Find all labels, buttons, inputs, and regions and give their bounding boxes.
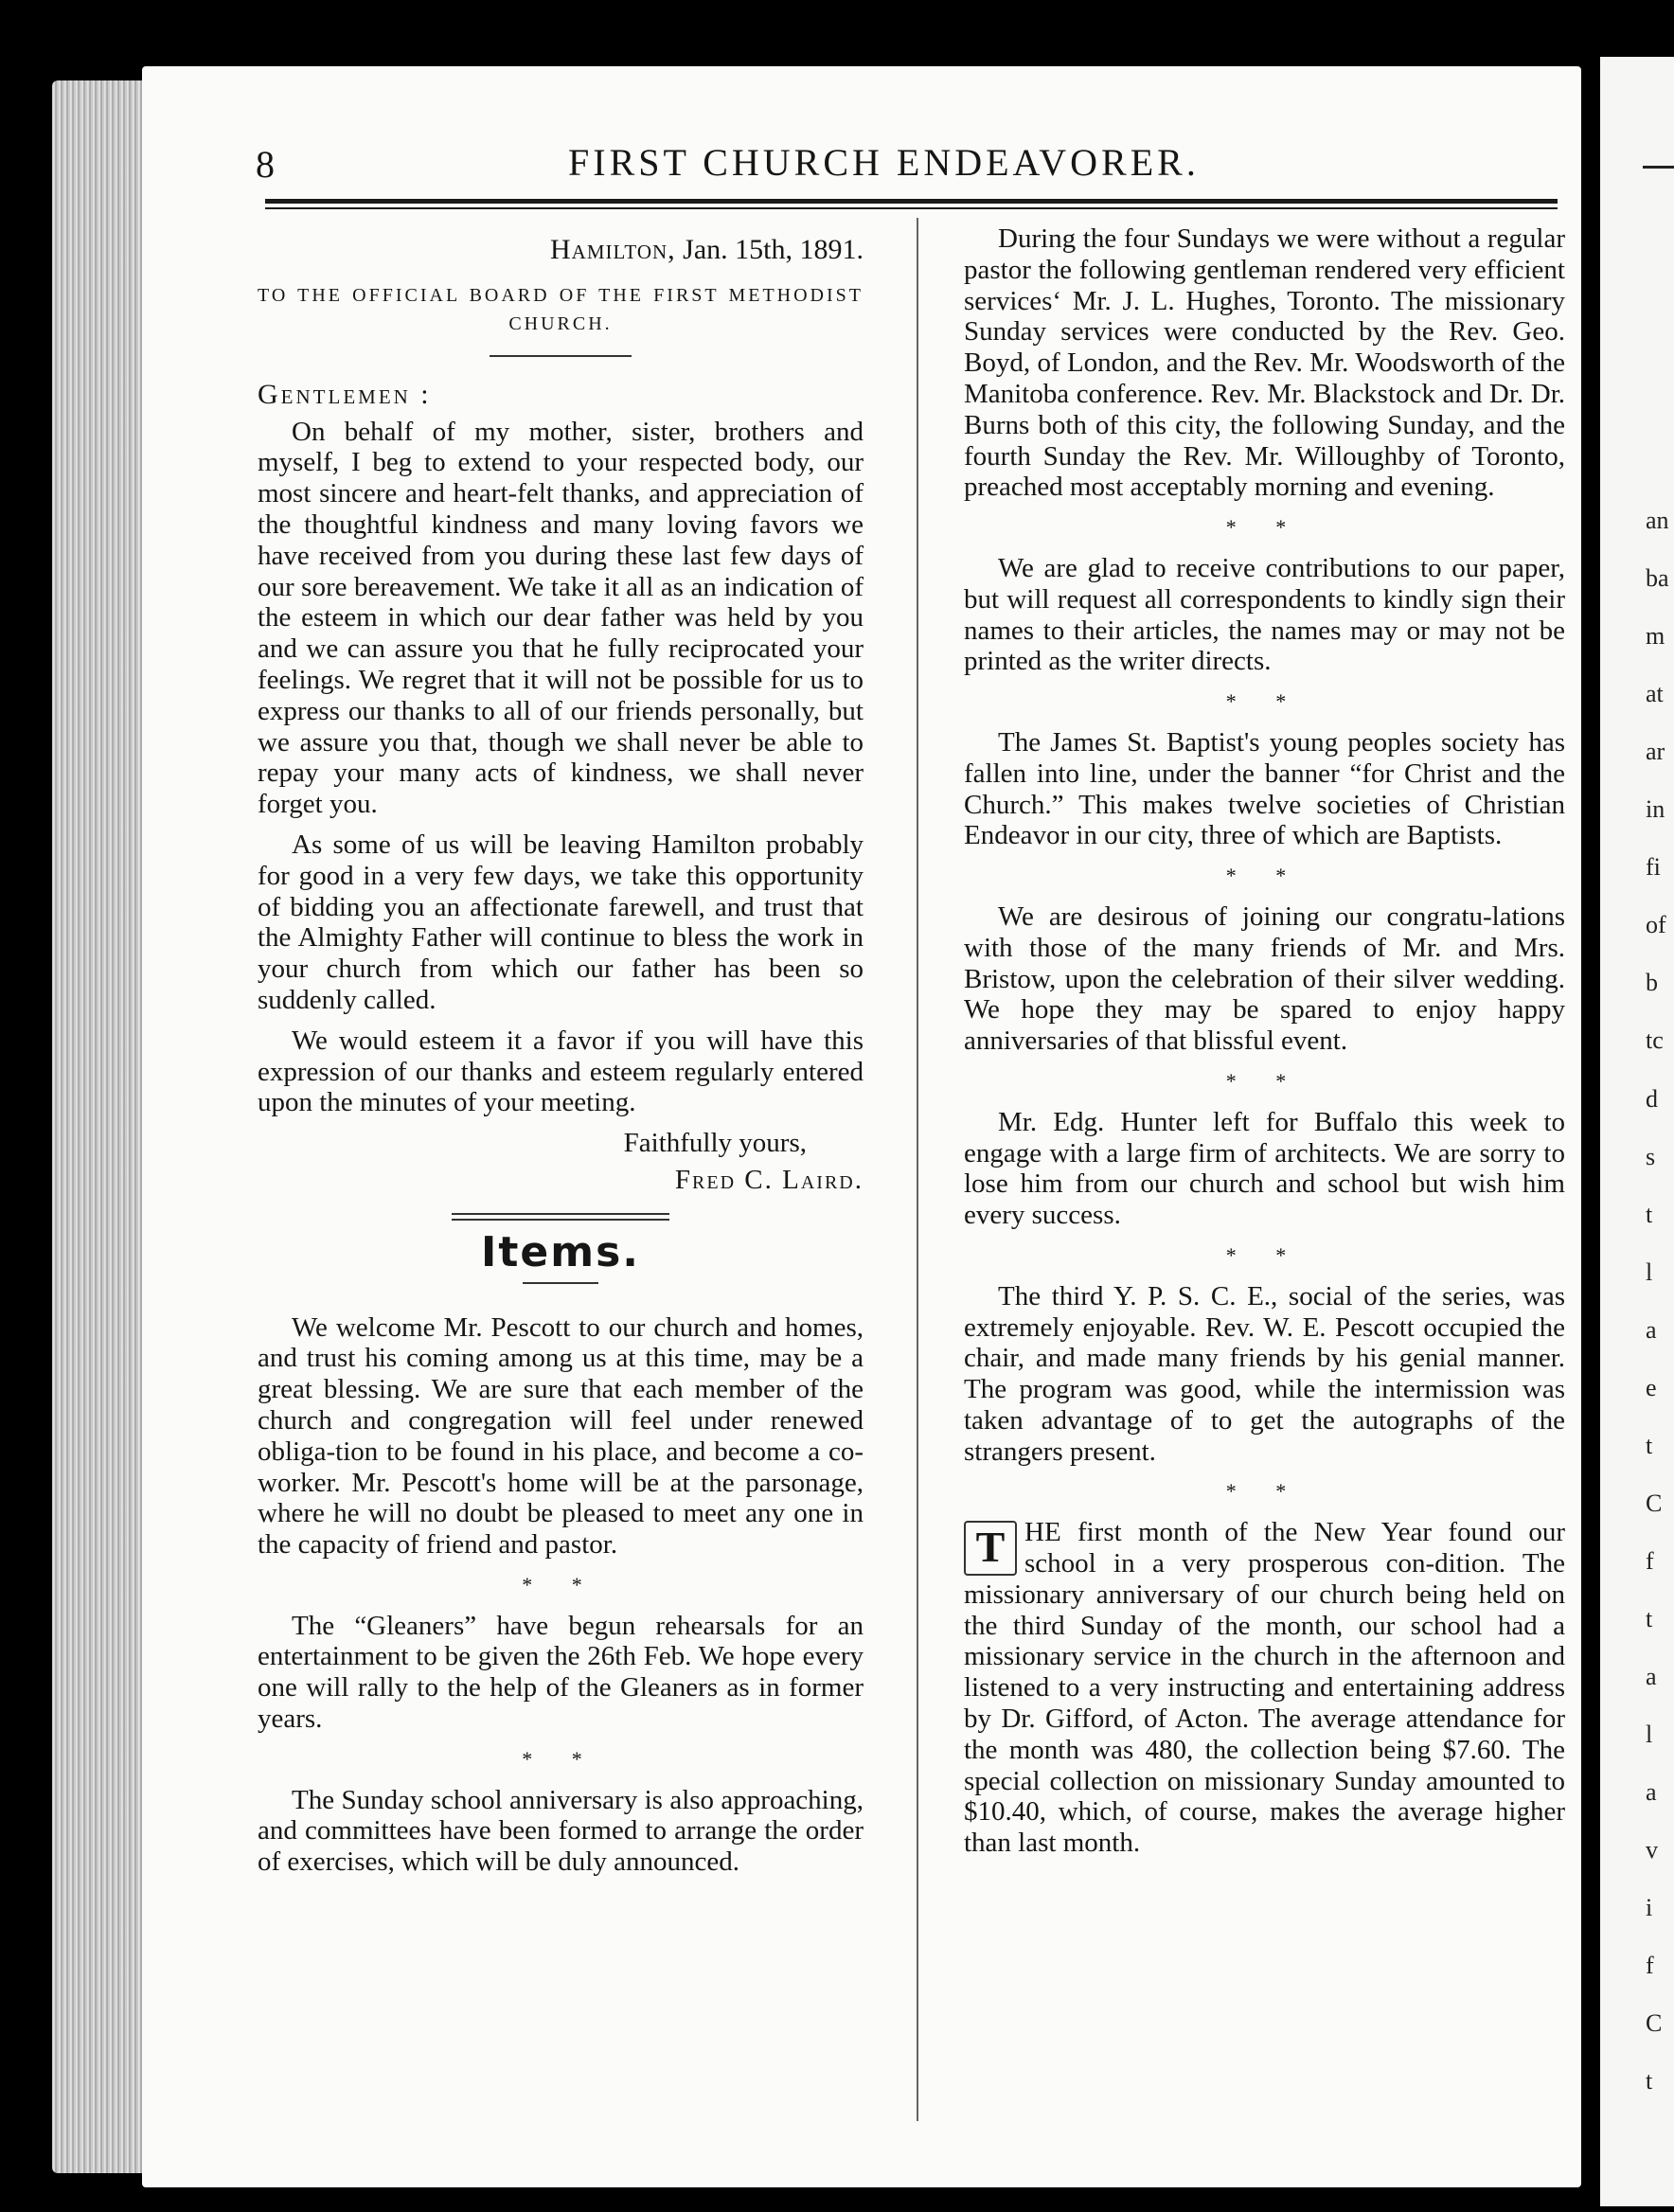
letter-salutation: Gentlemen : [258, 378, 432, 410]
right-column [964, 223, 1565, 1868]
opposite-page-fragment: l [1646, 1721, 1653, 1749]
page-header [256, 134, 1553, 191]
item-paragraph: We welcome Mr. Pescott to our church and homes, and trust his coming among us at this time, may be a great blessing. We are sure that each member of the church and congregation will feel under renewed obliga-tion to be found in his place, and become a co-worker. Mr. Pescott's home will be at the parsonage, where he will no doubt be pleased to meet any one in the capacity of friend and pastor. [258, 1311, 864, 1561]
item-separator: * * [1225, 689, 1304, 714]
opposite-page-fragment: C [1646, 1489, 1663, 1517]
opposite-page-fragment: of [1646, 911, 1666, 939]
opposite-page-fragment: t [1646, 2067, 1653, 2096]
opposite-page-fragment: t [1646, 1431, 1653, 1459]
letter-dateline [258, 235, 864, 266]
item-paragraph: During the four Sundays we were without a regular pastor the following gentleman rendered very efficient services‘ Mr. J. L. Hughes, Toronto. The missionary Sunday services were conducted by the Rev. Geo. Boyd, of London, and the Rev. Mr. Woodsworth of the Manitoba conference. Rev. Mr. Blackstock and Dr. Dr. Burns both of this city, the following Sunday, and the fourth Sunday the Rev. Mr. Willoughby of Toronto, preached most acceptably morning and evening. [964, 223, 1565, 503]
opposite-page-fragment: i [1646, 1894, 1653, 1922]
dateline-date: Jan. 15th, 1891. [683, 234, 864, 265]
opposite-page-fragment: s [1646, 1142, 1656, 1170]
item-paragraph: The “Gleaners” have begun rehearsals for an entertainment to be given the 26th Feb. We hope every one will rally to the help of the Gleaners as in former years. [258, 1610, 864, 1735]
opposite-page-fragment: f [1646, 1546, 1654, 1575]
opposite-page-fragment: fi [1646, 853, 1661, 882]
items-heading: Items. [481, 1227, 640, 1276]
opposite-page-fragment: at [1646, 680, 1664, 708]
header-rule-thick [265, 199, 1558, 204]
opposite-page-fragment: t [1646, 1604, 1653, 1632]
opposite-page-fragment: l [1646, 1258, 1653, 1286]
column-divider [917, 218, 918, 2121]
opposite-page-fragment: f [1646, 1952, 1654, 1980]
opposite-page-fragment: e [1646, 1373, 1657, 1401]
opposite-page-fragment: d [1646, 1084, 1658, 1113]
opposite-page-fragment: m [1646, 622, 1665, 651]
opposite-page-fragment: v [1646, 1836, 1658, 1864]
letter-paragraph: As some of us will be leaving Hamilton probably for good in a very few days, we take this opportunity of bidding you an affectionate farewell, and trust that the Almighty Father will continue to bless the work in your church from which our father has been so suddenly called. [258, 829, 864, 1015]
book-page-edges [52, 80, 151, 2173]
item-separator: * * [1225, 864, 1304, 888]
opposite-page-fragment: tc [1646, 1026, 1664, 1055]
dateline-place: Hamilton, [549, 234, 676, 265]
letter-paragraph: We would esteem it a favor if you will have this expression of our thanks and esteem regularly entered upon the minutes of your meeting. [258, 1025, 864, 1118]
opposite-page-fragment: a [1646, 1315, 1657, 1344]
opposite-page-fragment: ba [1646, 564, 1669, 593]
dropcap-letter: T [964, 1521, 1017, 1576]
item-paragraph: The James St. Baptist's young peoples society has fallen into line, under the banner “for Christ and the Church.” This makes twelve societies of Christian Endeavor in our city, three of which are Baptists. [964, 726, 1565, 851]
page-number: 8 [256, 143, 275, 186]
item-separator: * * [1225, 1242, 1304, 1267]
opposite-page-rule [1643, 166, 1674, 169]
item-separator: * * [1225, 515, 1304, 540]
final-item-paragraph [964, 1517, 1565, 1859]
item-paragraph: We are desirous of joining our congratu-lations with those of the many friends of Mr. and Mrs. Bristow, upon the celebration of their silver wedding. We hope they may be spared to enjoy happy anniversaries of that blissful event. [964, 901, 1565, 1057]
item-paragraph: The Sunday school anniversary is also approaching, and committees have been formed to arrange the order of exercises, which will be duly announced. [258, 1784, 864, 1878]
opposite-page-fragment: b [1646, 969, 1658, 997]
opposite-page-fragment: t [1646, 1200, 1653, 1228]
item-separator: * * [522, 1746, 599, 1771]
letter-signature: Fred C. Laird. [674, 1164, 864, 1195]
item-paragraph: We are glad to receive contributions to our paper, but will request all correspondents to kindly sign their names to their articles, the names may or may not be printed as the writer directs. [964, 552, 1565, 677]
opposite-page-fragment: ar [1646, 738, 1665, 766]
opposite-page-fragment: an [1646, 507, 1669, 534]
items-rule [523, 1282, 598, 1284]
item-separator: * * [1225, 1068, 1304, 1093]
opposite-page-fragment: a [1646, 1663, 1657, 1690]
item-paragraph: Mr. Edg. Hunter left for Buffalo this week to engage with a large firm of architects. We are sorry to lose him from our church and school but wish him every success. [964, 1106, 1565, 1231]
letter-paragraph: On behalf of my mother, sister, brothers and myself, I beg to extend to your respected body, our most sincere and heart-felt thanks, and appreciation of the thoughtful kindness and many loving favors we have received from you during these last few days of our sore bereavement. We take it all as an indication of the esteem in which our dear father was held by you and we can assure you that he fully reciprocated your feelings. We regret that it will not be possible for us to express our thanks to all of our friends personally, but we assure you that, though we shall never be able to repay your many acts of kindness, we shall never forget you. [258, 416, 864, 820]
short-rule [490, 355, 632, 357]
opposite-page-fragment: in [1646, 795, 1665, 824]
section-double-rule [452, 1213, 669, 1221]
left-column [258, 235, 864, 1887]
header-rule-thin [265, 207, 1558, 209]
final-item-text: HE first month of the New Year found our school in a very prosperous con-dition. The missionary anniversary of our church being held on the third Sunday of the month, our school had a missionary service in the church in the afternoon and listened to a very instructing and entertaining address by Dr. Gifford, of Acton. The average attendance for the month was 480, the collection being $7.60. The special collection on missionary Sunday amounted to $10.40, which, of course, makes the average higher than last month. [964, 1517, 1565, 1859]
letter-closing: Faithfully yours, [623, 1128, 807, 1159]
opposite-page [1600, 57, 1674, 2206]
item-separator: * * [1225, 1479, 1304, 1504]
item-separator: * * [522, 1572, 599, 1597]
opposite-page-fragment: C [1646, 2009, 1663, 2038]
opposite-page-fragment: a [1646, 1778, 1657, 1807]
item-paragraph: The third Y. P. S. C. E., social of the series, was extremely enjoyable. Rev. W. E. Pescott occupied the chair, and made many friends by his genial manner. The program was good, while the intermission was taken advantage of to get the autographs of the strangers present. [964, 1280, 1565, 1467]
publication-title: FIRST CHURCH ENDEAVORER. [568, 141, 1200, 184]
letter-addressee: TO THE OFFICIAL BOARD OF THE FIRST METHODIST CHURCH. [258, 284, 864, 334]
